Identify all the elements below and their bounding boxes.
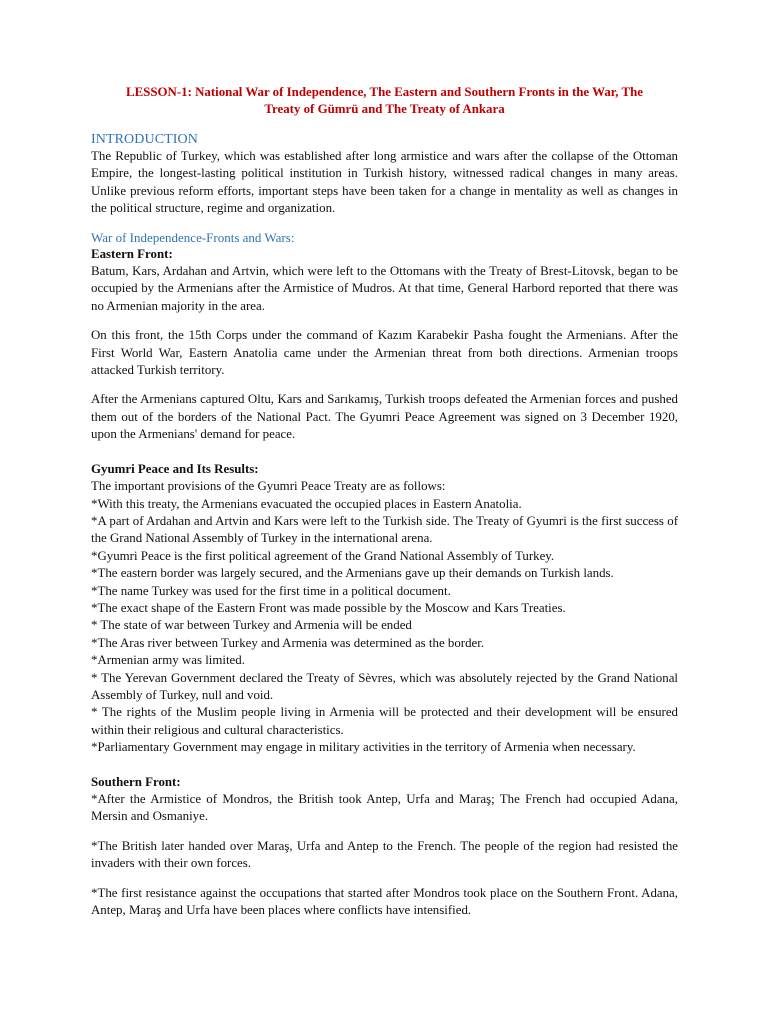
lesson-title [91,84,678,118]
lesson-title-line-2: Treaty of Gümrü and The Treaty of Ankara [264,102,505,116]
southern-front-paragraph-1: *After the Armistice of Mondros, the British took Antep, Urfa and Maraş; The French had occupied Adana, Mersin and Osmaniye. [91,792,678,824]
eastern-front-paragraph-3: After the Armenians captured Oltu, Kars and Sarıkamış, Turkish troops defeated the Armenian forces and pushed them out of the borders of the National Pact. The Gyumri Peace Agreement was signed on 3 December 1920, upon the Armenians' demand for peace. [91,392,678,442]
introduction-paragraph: The Republic of Turkey, which was established after long armistice and wars after the collapse of the Ottoman Empire, the longest-lasting political institution in Turkish history, witnessed radical changes in many areas. Unlike previous reform efforts, important steps have been taken for a change in mentality as well as changes in the political structure, regime and organization. [91,149,678,216]
gyumri-item: *Armenian army was limited. [91,653,245,668]
southern-front-paragraph-2: *The British later handed over Maraş, Urfa and Antep to the French. The people of the region had resisted the invaders with their own forces. [91,838,678,871]
southern-front-paragraph-3: *The first resistance against the occupations that started after Mondros took place on the Southern Front. Adana, Antep, Maraş and Urfa have been places where conflicts have intensified. [91,885,678,918]
gyumri-item: *With this treaty, the Armenians evacuated the occupied places in Eastern Anatolia. [91,496,522,511]
lesson-title-line-1: LESSON-1: National War of Independence, The Eastern and Southern Fronts in the War, The [125,85,644,99]
gyumri-item: *The name Turkey was used for the first time in a political document. [91,583,451,598]
southern-front-heading: Southern Front: [91,774,181,789]
eastern-front-heading: Eastern Front: [91,246,173,261]
gyumri-item: * The Yerevan Government declared the Treaty of Sèvres, which was absolutely rejected by the Grand National Assembly of Turkey, null and void. [91,670,678,702]
gyumri-item: *Parliamentary Government may engage in military activities in the territory of Armenia when necessary. [91,740,636,755]
eastern-front-paragraph-1: Batum, Kars, Ardahan and Artvin, which were left to the Ottomans with the Treaty of Brest-Litovsk, began to be occupied by the Armenians after the Armistice of Mudros. At that time, General Harbord reported that there was no Armenian majority in the area. [91,264,678,313]
war-fronts-heading: War of Independence-Fronts and Wars: [91,229,295,245]
gyumri-item: *The Aras river between Turkey and Armenia was determined as the border. [91,635,485,650]
document-page [91,84,678,919]
gyumri-item: * The state of war between Turkey and Armenia will be ended [91,618,412,633]
gyumri-peace-heading: Gyumri Peace and Its Results: [91,461,259,476]
gyumri-item: *Gyumri Peace is the first political agreement of the Grand National Assembly of Turkey. [91,548,555,563]
gyumri-item: *The exact shape of the Eastern Front was made possible by the Moscow and Kars Treaties. [91,600,566,615]
gyumri-intro: The important provisions of the Gyumri Peace Treaty are as follows: [91,479,446,494]
gyumri-item: *The eastern border was largely secured, and the Armenians gave up their demands on Turkish lands. [91,566,614,581]
gyumri-item: * The rights of the Muslim people living in Armenia will be protected and their development will be ensured within their religious and cultural characteristics. [91,705,678,737]
introduction-heading: INTRODUCTION [91,132,198,147]
eastern-front-paragraph-2: On this front, the 15th Corps under the command of Kazım Karabekir Pasha fought the Armenians. After the First World War, Eastern Anatolia came under the Armenian threat from both directions. Armenian troops attacked Turkish territory. [91,328,678,378]
gyumri-item: *A part of Ardahan and Artvin and Kars were left to the Turkish side. The Treaty of Gyumri is the first success of the Grand National Assembly of Turkey in the international arena. [91,513,678,546]
